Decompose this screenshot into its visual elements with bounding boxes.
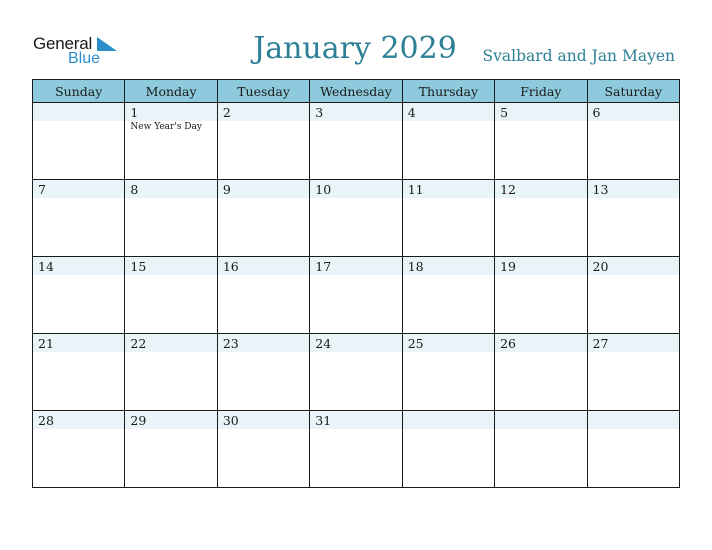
day-cell <box>217 334 309 411</box>
day-cell <box>33 257 125 334</box>
day-number <box>403 411 494 429</box>
day-number: 6 <box>592 105 601 120</box>
day-number: 2 <box>222 105 231 120</box>
day-cell <box>125 103 217 180</box>
day-cell <box>217 180 309 257</box>
day-cell <box>310 180 402 257</box>
day-cell <box>33 103 125 180</box>
day-number: 14 <box>38 259 54 274</box>
calendar-body <box>33 103 680 488</box>
day-number: 28 <box>38 413 54 428</box>
day-cell <box>310 103 402 180</box>
holiday-label: New Year's Day <box>130 122 202 132</box>
day-number: 3 <box>315 105 324 120</box>
day-number: 1 <box>130 105 139 120</box>
day-cell <box>217 411 309 488</box>
day-number: 24 <box>315 336 332 351</box>
weekday-header: Friday <box>495 80 587 103</box>
day-number: 13 <box>592 182 609 197</box>
weekday-header: Thursday <box>402 80 494 103</box>
weekday-header-row <box>33 80 680 103</box>
day-cell <box>125 257 217 334</box>
day-cell <box>125 180 217 257</box>
day-cell <box>125 334 217 411</box>
day-number: 26 <box>500 336 517 351</box>
region-name: Svalbard and Jan Mayen <box>482 47 675 65</box>
day-cell <box>402 411 494 488</box>
day-number: 9 <box>222 182 231 197</box>
weekday-header: Monday <box>125 80 217 103</box>
day-cell <box>587 257 679 334</box>
day-number: 4 <box>407 105 416 120</box>
day-cell <box>495 103 587 180</box>
weekday-header: Saturday <box>587 80 679 103</box>
day-cell <box>217 103 309 180</box>
day-number: 15 <box>130 259 147 274</box>
day-number: 17 <box>315 259 332 274</box>
week-row <box>33 103 680 180</box>
day-cell <box>495 411 587 488</box>
day-cell <box>587 334 679 411</box>
day-number: 16 <box>222 259 239 274</box>
day-number: 27 <box>592 336 609 351</box>
day-cell <box>33 180 125 257</box>
day-number: 23 <box>222 336 239 351</box>
day-cell <box>402 103 494 180</box>
day-number: 29 <box>130 413 147 428</box>
logo-triangle-icon <box>97 37 117 51</box>
day-cell <box>587 411 679 488</box>
weekday-header: Tuesday <box>217 80 309 103</box>
day-cell <box>402 334 494 411</box>
day-cell <box>125 411 217 488</box>
week-row <box>33 411 680 488</box>
calendar-grid <box>32 79 680 488</box>
month-title: January 2029 <box>253 31 457 66</box>
day-number: 30 <box>222 413 239 428</box>
day-number <box>588 411 679 429</box>
day-cell <box>310 411 402 488</box>
day-number: 10 <box>315 182 332 197</box>
day-number: 21 <box>38 336 54 351</box>
week-row <box>33 334 680 411</box>
day-number: 20 <box>592 259 609 274</box>
day-cell <box>217 257 309 334</box>
day-number <box>495 411 586 429</box>
day-cell <box>402 257 494 334</box>
day-number: 22 <box>130 336 147 351</box>
week-row <box>33 180 680 257</box>
day-number: 5 <box>500 105 509 120</box>
day-number: 7 <box>38 182 46 197</box>
day-number: 11 <box>407 182 424 197</box>
day-number: 19 <box>500 259 517 274</box>
day-cell <box>310 334 402 411</box>
logo-text-blue: Blue <box>68 50 101 67</box>
day-number: 31 <box>315 413 332 428</box>
day-number: 25 <box>407 336 424 351</box>
weekday-header: Wednesday <box>310 80 402 103</box>
day-cell <box>495 180 587 257</box>
day-number <box>33 103 124 121</box>
logo-text-general: General <box>33 34 93 53</box>
day-cell <box>402 180 494 257</box>
day-number: 12 <box>500 182 517 197</box>
day-cell <box>587 180 679 257</box>
day-cell <box>33 334 125 411</box>
day-number: 8 <box>130 182 139 197</box>
weekday-header: Sunday <box>33 80 125 103</box>
day-cell <box>33 411 125 488</box>
week-row <box>33 257 680 334</box>
day-cell <box>495 334 587 411</box>
day-cell <box>495 257 587 334</box>
day-number: 18 <box>407 259 424 274</box>
generalblue-logo <box>33 34 123 70</box>
day-cell <box>587 103 679 180</box>
day-cell <box>310 257 402 334</box>
